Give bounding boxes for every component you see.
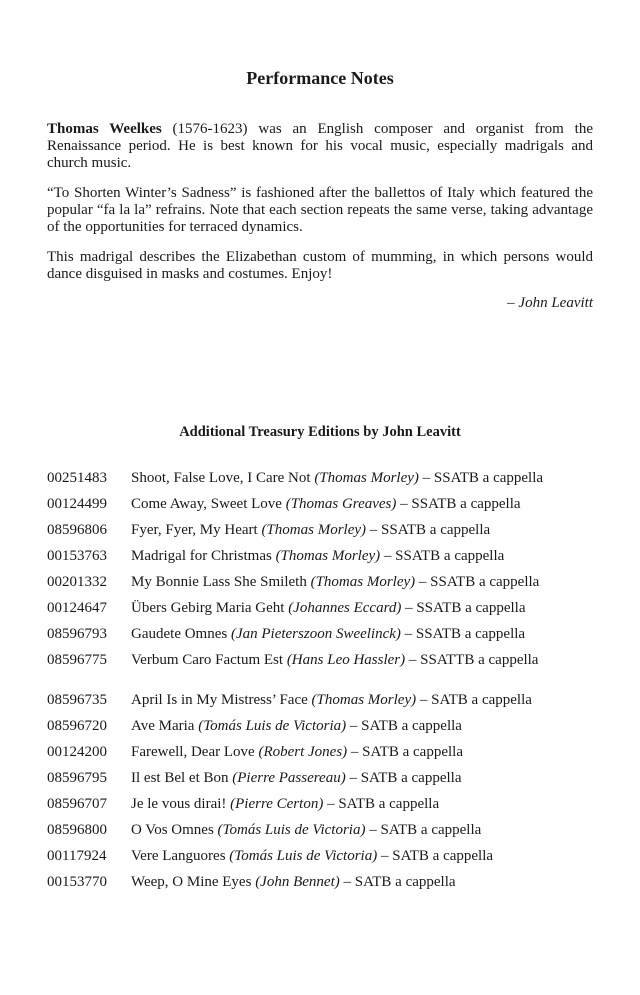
edition-row [47,873,607,899]
edition-composer: (Thomas Morley) [261,522,367,538]
edition-entry [131,547,504,573]
edition-composer: (Pierre Certon) [230,796,324,812]
edition-number: 00124647 [47,600,107,616]
composer-name: Thomas Weelkes [47,121,162,137]
note-paragraph-3: This madrigal describes the Elizabethan custom of mumming, in which persons would dance disguised in masks and costumes. Enjoy! [47,249,593,282]
edition-entry [131,847,493,873]
edition-row [47,651,607,677]
edition-entry [131,821,481,847]
edition-voicing: – SATB a cappella [339,874,456,890]
edition-row [47,821,607,847]
edition-composer: (John Bennet) [255,874,340,890]
edition-composer: (Johannes Eccard) [288,600,402,616]
edition-voicing: – SSATB a cappella [396,496,521,512]
edition-title: April Is in My Mistress’ Face [131,692,312,708]
edition-composer: (Tomás Luis de Victoria) [229,848,378,864]
edition-title: Weep, O Mine Eyes [131,874,256,890]
edition-number: 08596806 [47,522,107,538]
edition-voicing: – SSATB a cappella [400,626,526,642]
edition-title: Shoot, False Love, I Care Not [131,470,315,486]
edition-composer: (Tomás Luis de Victoria) [198,718,347,734]
edition-number: 00124499 [47,496,107,512]
edition-row [47,495,607,521]
edition-number: 08596735 [47,692,107,708]
edition-row [47,717,607,743]
edition-row [47,573,607,599]
edition-composer: (Tomás Luis de Victoria) [217,822,366,838]
edition-number: 08596800 [47,822,107,838]
edition-entry [131,651,538,677]
edition-row [47,795,607,821]
page-title: Performance Notes [246,68,394,88]
edition-voicing: – SATB a cappella [323,796,440,812]
edition-row [47,769,607,795]
edition-number: 00117924 [47,848,107,864]
edition-number: 08596795 [47,770,107,786]
edition-composer: (Thomas Morley) [314,470,419,486]
edition-title: Fyer, Fyer, My Heart [131,522,262,538]
edition-title: Je le vous dirai! [131,796,231,812]
edition-entry [131,521,490,547]
edition-title: O Vos Omnes [131,822,218,838]
edition-composer: (Robert Jones) [258,744,348,760]
edition-number: 00251483 [47,470,107,486]
edition-number: 08596720 [47,718,107,734]
edition-voicing: – SATB a cappella [345,770,462,786]
edition-title: Il est Bel et Bon [131,770,233,786]
edition-title: Gaudete Omnes [131,626,231,642]
edition-composer: (Thomas Greaves) [285,496,397,512]
edition-number: 00153770 [47,874,107,890]
edition-row [47,847,607,873]
note-paragraph-2: “To Shorten Winter’s Sadness” is fashioned after the ballettos of Italy which featured the popular “fa la la” refrains. Note that each section repeats the same verse, taking advantage of the opportunities for terraced dynamics. [47,185,593,235]
editions-list [47,469,607,899]
edition-voicing: – SATB a cappella [377,848,494,864]
edition-title: Vere Languores [131,848,230,864]
edition-composer: (Pierre Passereau) [232,770,346,786]
edition-entry [131,495,521,521]
edition-row [47,521,607,547]
edition-row [47,691,607,717]
edition-entry [131,691,532,717]
edition-voicing: – SATB a cappella [416,692,532,708]
edition-number: 00201332 [47,574,107,590]
edition-entry [131,769,462,795]
edition-number: 08596793 [47,626,107,642]
section-title: Additional Treasury Editions by John Leavitt [179,424,461,440]
edition-entry [131,743,463,769]
edition-entry [131,573,539,599]
performance-notes [47,121,593,312]
edition-entry [131,625,525,651]
edition-number: 00124200 [47,744,107,760]
edition-title: Madrigal for Christmas [131,548,276,564]
edition-title: Farewell, Dear Love [131,744,259,760]
edition-voicing: – SATB a cappella [365,822,482,838]
edition-title: My Bonnie Lass She Smileth [131,574,311,590]
edition-entry [131,599,526,625]
edition-entry [131,469,543,495]
signature: – John Leavitt [507,295,593,311]
edition-composer: (Hans Leo Hassler) [286,652,406,668]
edition-row [47,469,607,495]
edition-voicing: – SSATB a cappella [380,548,505,564]
edition-voicing: – SATB a cappella [347,744,463,760]
edition-title: Übers Gebirg Maria Geht [131,600,289,616]
edition-row [47,743,607,769]
edition-composer: (Thomas Morley) [275,548,381,564]
edition-voicing: – SATB a cappella [346,718,462,734]
edition-voicing: – SSATTB a cappella [405,652,539,668]
edition-row [47,625,607,651]
edition-voicing: – SSATB a cappella [401,600,526,616]
edition-voicing: – SSATB a cappella [418,470,544,486]
edition-title: Ave Maria [131,718,199,734]
edition-title: Verbum Caro Factum Est [131,652,287,668]
edition-entry [131,717,462,743]
note-paragraph-1: Thomas Weelkes (1576-1623) was an English composer and organist from the Renaissance period. He is best known for his vocal music, especially madrigals and church music. [47,121,593,171]
edition-number: 08596707 [47,796,107,812]
edition-number: 00153763 [47,548,107,564]
edition-voicing: – SSATB a cappella [366,522,491,538]
edition-composer: (Jan Pieterszoon Sweelinck) [230,626,401,642]
edition-entry [131,795,439,821]
edition-composer: (Thomas Morley) [311,692,417,708]
edition-row [47,599,607,625]
edition-composer: (Thomas Morley) [310,574,416,590]
edition-row [47,547,607,573]
edition-number: 08596775 [47,652,107,668]
edition-voicing: – SSATB a cappella [415,574,540,590]
edition-entry [131,873,456,899]
edition-title: Come Away, Sweet Love [131,496,286,512]
